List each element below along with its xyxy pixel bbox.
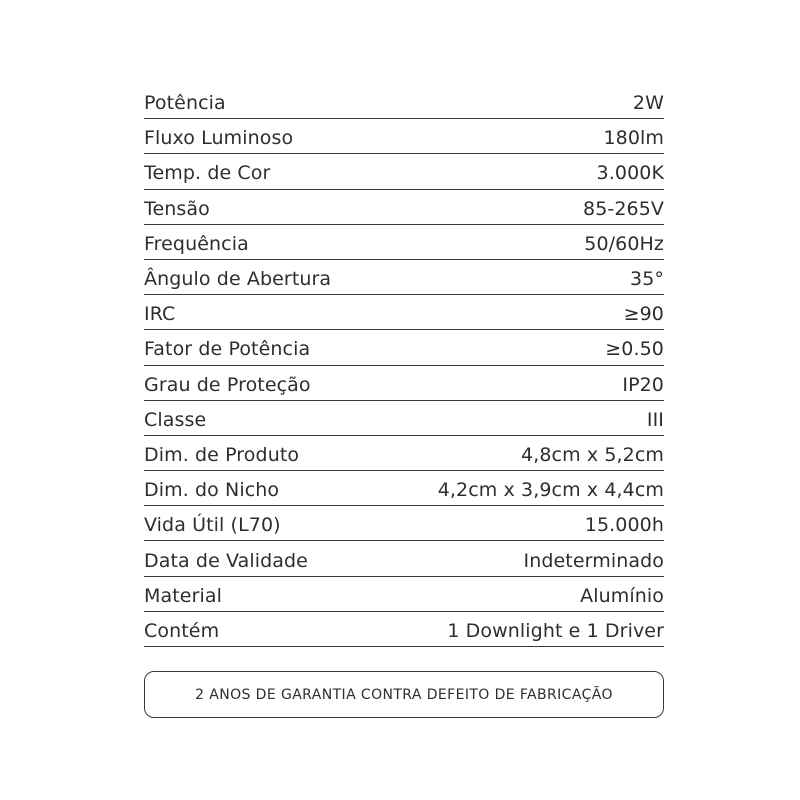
spec-label: Dim. do Nicho xyxy=(144,479,280,502)
spec-row-dim-produto xyxy=(144,436,664,471)
spec-value: ≥0.50 xyxy=(605,338,664,361)
spec-value: 180lm xyxy=(603,127,664,150)
spec-row-dim-nicho xyxy=(144,471,664,506)
spec-row-contem xyxy=(144,612,664,647)
spec-label: Ângulo de Abertura xyxy=(144,268,332,291)
spec-label: Potência xyxy=(144,92,226,115)
spec-label: Temp. de Cor xyxy=(144,162,271,185)
spec-table xyxy=(144,84,664,647)
warranty-text: 2 ANOS DE GARANTIA CONTRA DEFEITO DE FABRICAÇÃO xyxy=(195,686,613,703)
spec-label: Classe xyxy=(144,408,207,431)
spec-label: Fluxo Luminoso xyxy=(144,127,294,150)
spec-value: 3.000K xyxy=(596,162,664,185)
spec-label: Grau de Proteção xyxy=(144,373,311,396)
spec-value: IP20 xyxy=(622,373,664,396)
spec-label: Material xyxy=(144,584,222,607)
warranty-box xyxy=(144,671,664,718)
spec-row-angulo-abertura xyxy=(144,260,664,295)
spec-label: Vida Útil (L70) xyxy=(144,514,281,537)
spec-value: 4,8cm x 5,2cm xyxy=(521,443,664,466)
spec-label: IRC xyxy=(144,303,176,326)
spec-row-irc xyxy=(144,295,664,330)
spec-value: 1 Downlight e 1 Driver xyxy=(447,619,664,642)
spec-row-data-validade xyxy=(144,541,664,576)
spec-row-fluxo-luminoso xyxy=(144,119,664,154)
spec-row-grau-protecao xyxy=(144,366,664,401)
spec-value: III xyxy=(646,408,664,431)
spec-value: 15.000h xyxy=(584,514,664,537)
spec-label: Fator de Potência xyxy=(144,338,311,361)
spec-row-tensao xyxy=(144,190,664,225)
spec-row-fator-potencia xyxy=(144,330,664,365)
spec-value: 35° xyxy=(630,268,664,291)
spec-value: Indeterminado xyxy=(523,549,664,572)
spec-label: Frequência xyxy=(144,232,249,255)
spec-value: 50/60Hz xyxy=(584,232,664,255)
spec-value: 4,2cm x 3,9cm x 4,4cm xyxy=(437,479,664,502)
spec-label: Data de Validade xyxy=(144,549,308,572)
spec-row-frequencia xyxy=(144,225,664,260)
spec-row-potencia xyxy=(144,84,664,119)
spec-label: Dim. de Produto xyxy=(144,443,300,466)
spec-value: 85-265V xyxy=(583,197,664,220)
spec-value: Alumínio xyxy=(580,584,664,607)
spec-value: 2W xyxy=(632,92,664,115)
spec-label: Contém xyxy=(144,619,220,642)
spec-row-temp-cor xyxy=(144,154,664,189)
spec-label: Tensão xyxy=(144,197,210,220)
spec-row-vida-util xyxy=(144,506,664,541)
spec-row-material xyxy=(144,577,664,612)
spec-value: ≥90 xyxy=(623,303,664,326)
spec-row-classe xyxy=(144,401,664,436)
